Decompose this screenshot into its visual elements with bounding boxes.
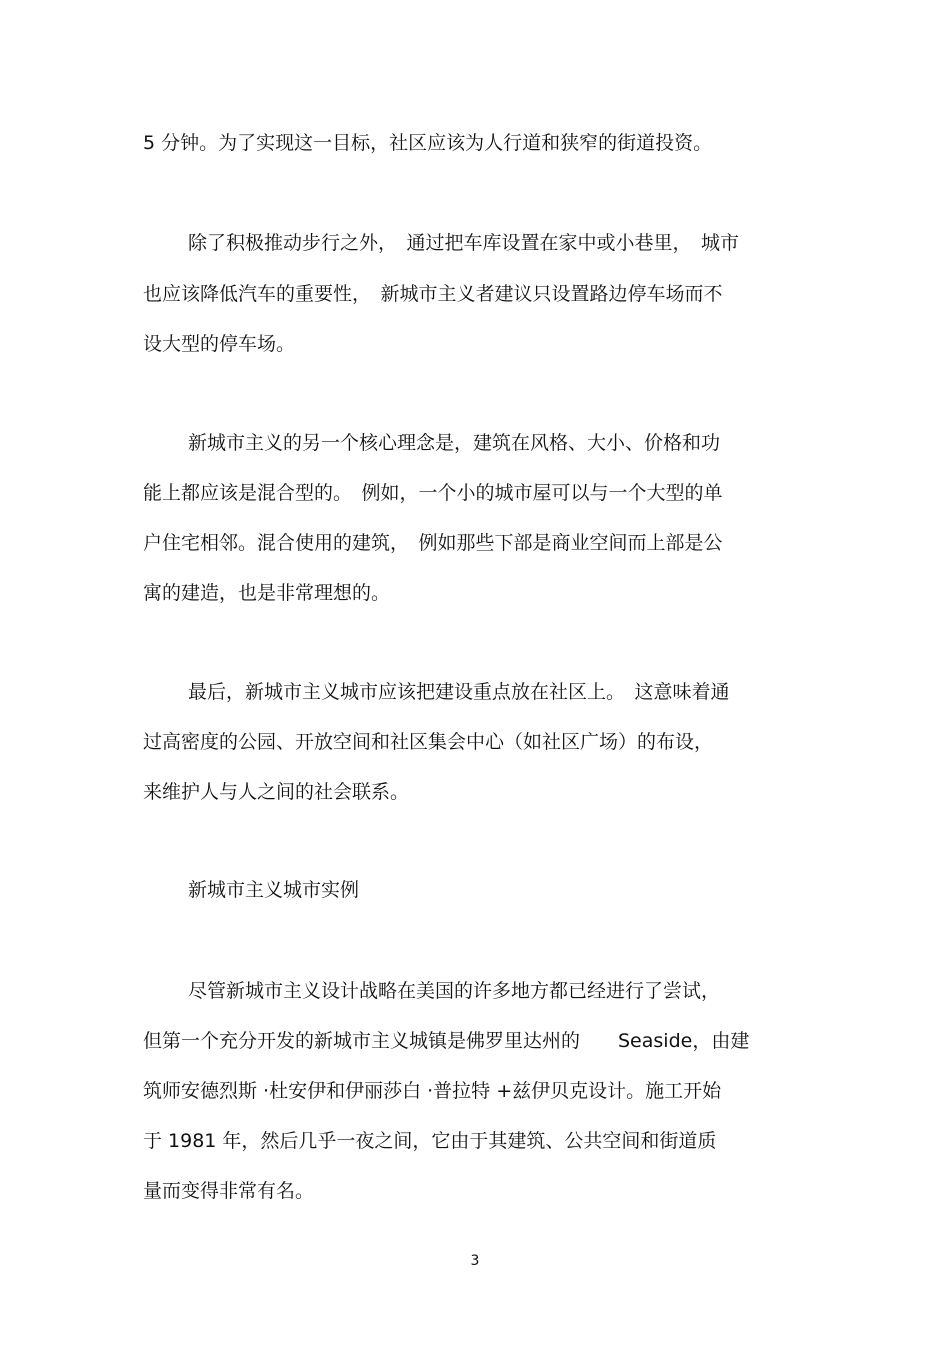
section-heading: 新城市主义城市实例	[188, 879, 360, 901]
text-line: 户住宅相邻。混合使用的建筑， 例如那些下部是商业空间而上部是公	[143, 532, 723, 554]
text-line: 除了积极推动步行之外， 通过把车库设置在家中或小巷里， 城市	[188, 232, 740, 254]
text-line: 也应该降低汽车的重要性， 新城市主义者建议只设置路边停车场而不	[143, 283, 723, 305]
text-line: 最后，新城市主义城市应该把建设重点放在社区上。 这意味着通	[188, 681, 730, 703]
text-line: 过高密度的公园、开放空间和社区集会中心（如社区广场）的布设，	[143, 731, 714, 753]
text-line: 寓的建造，也是非常理想的。	[143, 582, 391, 604]
text-line: 设大型的停车场。	[143, 333, 296, 355]
text-line: 量而变得非常有名。	[143, 1180, 315, 1202]
text-line: 尽管新城市主义设计战略在美国的许多地方都已经进行了尝试，	[188, 980, 721, 1002]
page-number: 3	[470, 1253, 480, 1269]
text-line: 但第一个充分开发的新城市主义城镇是佛罗里达州的 Seaside，由建	[143, 1030, 750, 1052]
text-line: 来维护人与人之间的社会联系。	[143, 781, 410, 803]
text-line: 5 分钟。为了实现这一目标，社区应该为人行道和狭窄的街道投资。	[143, 132, 713, 154]
text-line: 新城市主义的另一个核心理念是，建筑在风格、大小、价格和功	[188, 432, 721, 454]
text-line: 筑师安德烈斯 ·杜安伊和伊丽莎白 ·普拉特 +兹伊贝克设计。施工开始	[143, 1080, 722, 1102]
text-line: 能上都应该是混合型的。 例如，一个小的城市屋可以与一个大型的单	[143, 482, 723, 504]
text-line: 于 1981 年，然后几乎一夜之间，它由于其建筑、公共空间和街道质	[143, 1130, 717, 1152]
